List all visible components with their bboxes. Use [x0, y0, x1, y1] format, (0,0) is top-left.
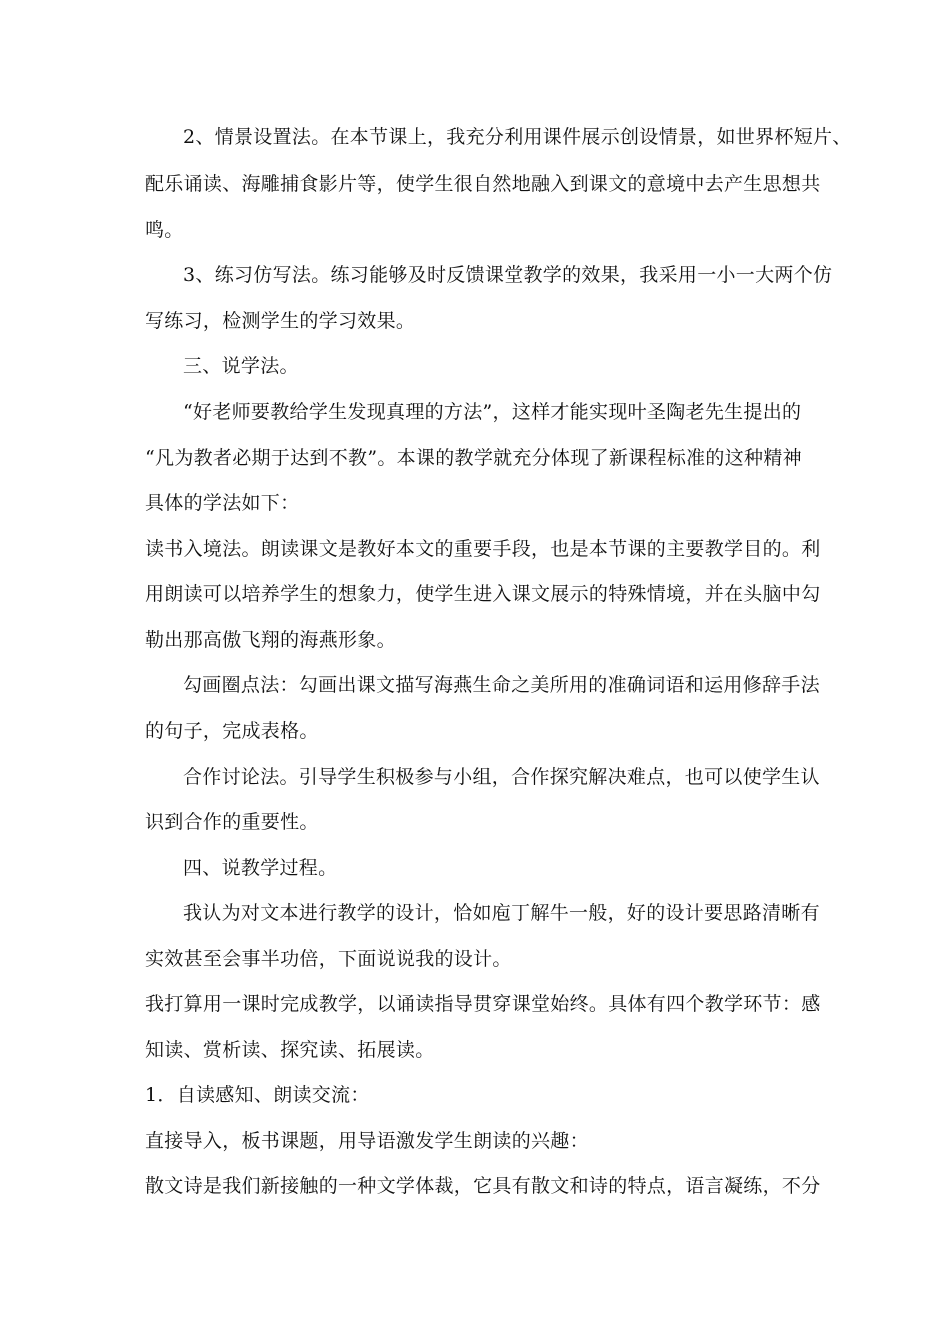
paragraph-line: 我认为对文本进行教学的设计，恰如庖丁解牛一般，好的设计要思路清晰有 — [183, 902, 820, 924]
paragraph-line: 写练习，检测学生的学习效果。 — [145, 310, 416, 332]
section-heading: 三、说学法。 — [183, 355, 299, 377]
subsection-heading: 1．自读感知、朗读交流： — [145, 1084, 370, 1106]
paragraph-line: 勒出那高傲飞翔的海燕形象。 — [145, 629, 396, 651]
paragraph-line: 合作讨论法。引导学生积极参与小组，合作探究解决难点，也可以使学生认 — [183, 766, 820, 788]
paragraph-line: 具体的学法如下： — [145, 492, 300, 514]
paragraph-line: 勾画圈点法：勾画出课文描写海燕生命之美所用的准确词语和运用修辞手法 — [183, 674, 820, 696]
paragraph-line: 我打算用一课时完成教学，以诵读指导贯穿课堂始终。具体有四个教学环节：感 — [145, 993, 821, 1015]
paragraph-line: 鸣。 — [145, 219, 184, 241]
paragraph-line: “凡为教者必期于达到不教”。本课的教学就充分体现了新课程标准的这种精神 — [145, 447, 802, 469]
paragraph-line: 2、情景设置法。在本节课上，我充分利用课件展示创设情景，如世界杯短片、 — [183, 126, 852, 148]
paragraph-line: 配乐诵读、海雕捕食影片等，使学生很自然地融入到课文的意境中去产生思想共 — [145, 173, 821, 195]
paragraph-line: 实效甚至会事半功倍，下面说说我的设计。 — [145, 948, 512, 970]
paragraph-line: 识到合作的重要性。 — [145, 811, 319, 833]
paragraph-line: 知读、赏析读、探究读、拓展读。 — [145, 1039, 435, 1061]
paragraph-line: 读书入境法。朗读课文是教好本文的重要手段，也是本节课的主要教学目的。利 — [145, 538, 821, 560]
section-heading: 四、说教学过程。 — [183, 857, 338, 879]
paragraph-line: “好老师要教给学生发现真理的方法”，这样才能实现叶圣陶老先生提出的 — [183, 401, 802, 423]
paragraph-line: 直接导入，板书课题，用导语激发学生朗读的兴趣： — [145, 1130, 589, 1152]
paragraph-line: 散文诗是我们新接触的一种文学体裁，它具有散文和诗的特点，语言凝练，不分 — [145, 1175, 821, 1197]
paragraph-line: 用朗读可以培养学生的想象力，使学生进入课文展示的特殊情境，并在头脑中勾 — [145, 583, 821, 605]
paragraph-line: 3、练习仿写法。练习能够及时反馈课堂教学的效果，我采用一小一大两个仿 — [183, 264, 833, 286]
paragraph-line: 的句子，完成表格。 — [145, 720, 319, 742]
